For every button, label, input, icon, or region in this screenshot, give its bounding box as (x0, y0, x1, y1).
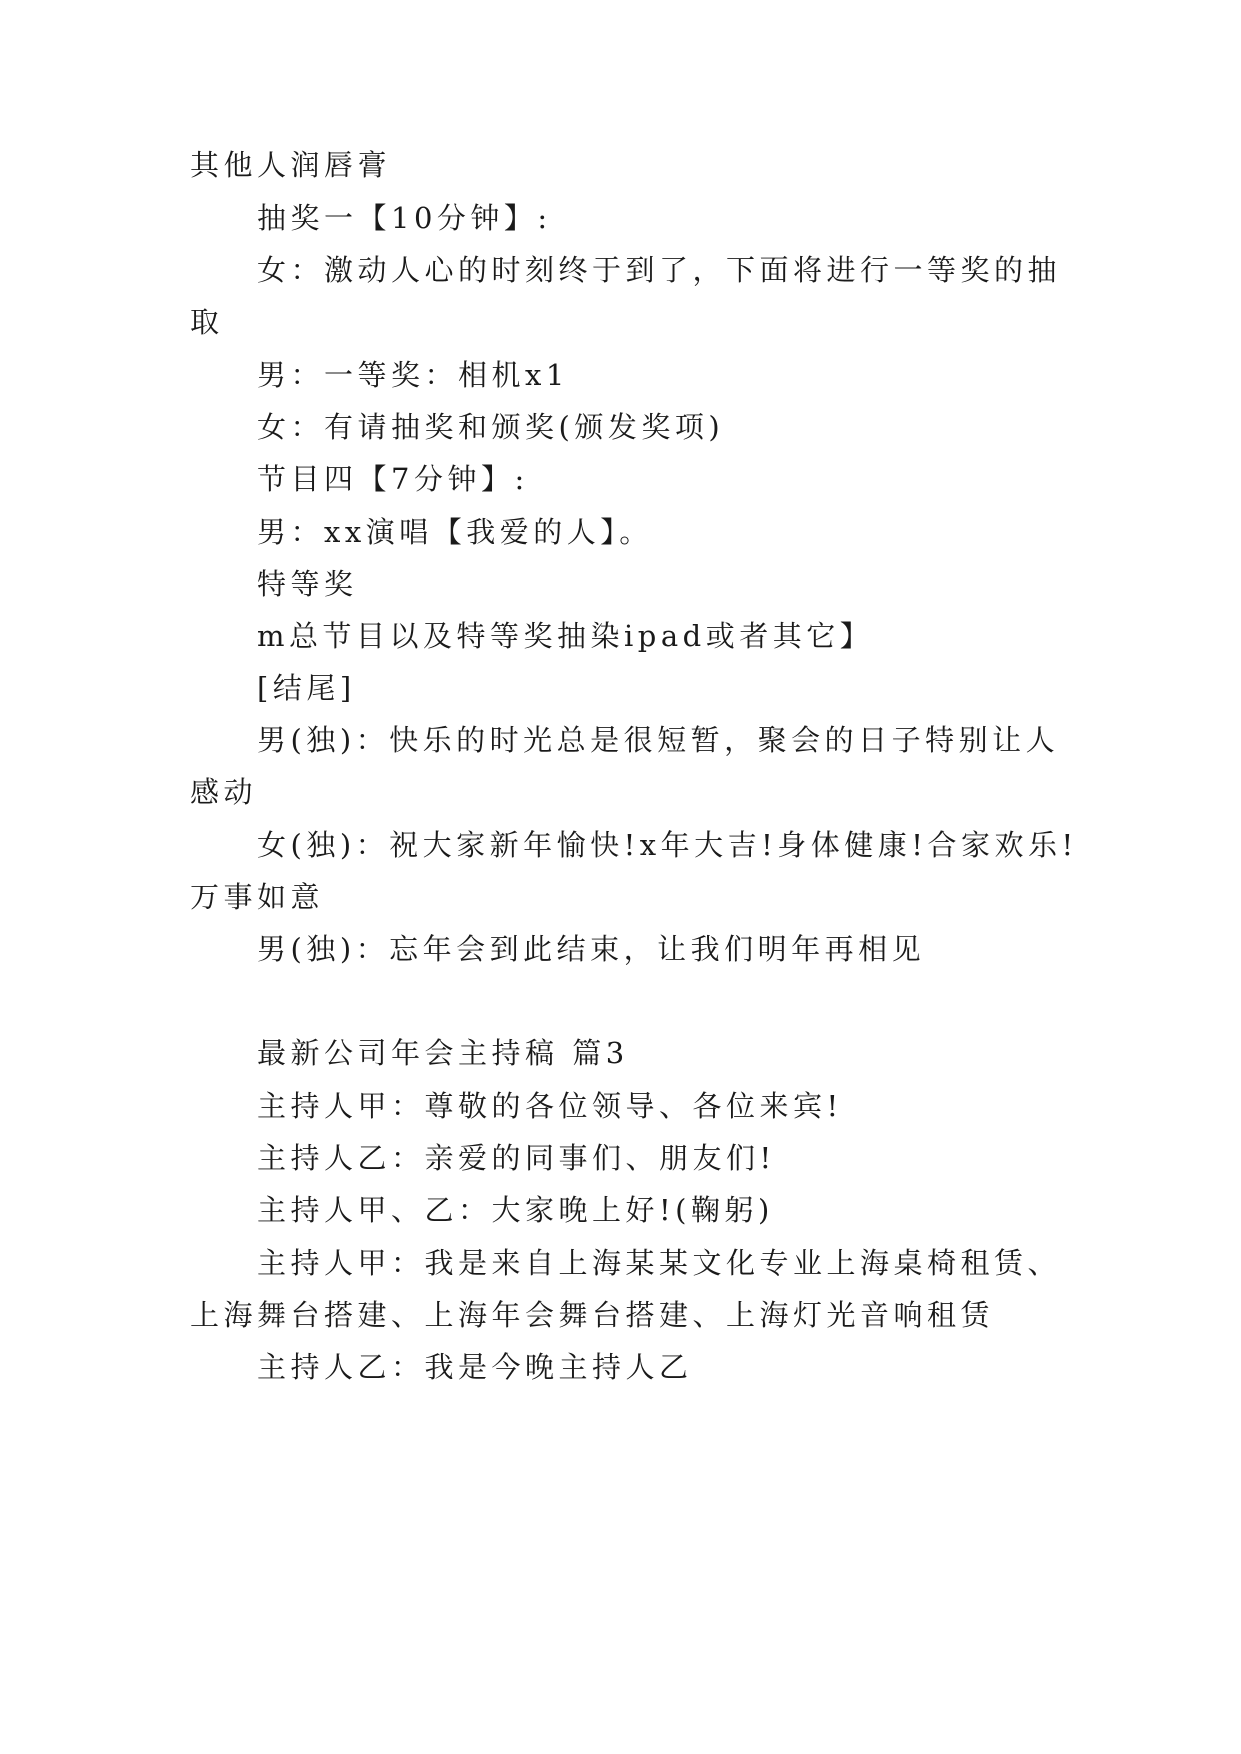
text-line: 其他人润唇膏 (190, 148, 392, 182)
text-line: 取 (190, 305, 224, 339)
text-line: 万事如意 (190, 880, 325, 914)
text-line: 主持人甲：我是来自上海某某文化专业上海桌椅租赁、 (257, 1246, 1062, 1280)
text-line: 感动 (190, 775, 258, 809)
text-line: m总节目以及特等奖抽染ipad或者其它】 (257, 619, 874, 653)
text-line: 特等奖 (257, 567, 358, 601)
text-line: 上海舞台搭建、上海年会舞台搭建、上海灯光音响租赁 (190, 1298, 995, 1332)
text-line: 主持人乙：亲爱的同事们、朋友们! (257, 1141, 776, 1175)
text-line: 主持人甲：尊敬的各位领导、各位来宾! (257, 1089, 843, 1123)
text-line: 女：有请抽奖和颁奖(颁发奖项) (257, 410, 725, 444)
text-line: 男：一等奖：相机x1 (257, 358, 569, 392)
text-line: 女：激动人心的时刻终于到了，下面将进行一等奖的抽 (257, 253, 1062, 287)
text-line: 主持人甲、乙：大家晚上好!(鞠躬) (257, 1193, 774, 1227)
text-line: 男：xx演唱【我爱的人】。 (257, 515, 653, 549)
text-line: 男(独)：忘年会到此结束，让我们明年再相见 (257, 932, 926, 966)
text-line: 最新公司年会主持稿 篇3 (257, 1036, 629, 1070)
text-line: 男(独)：快乐的时光总是很短暂，聚会的日子特别让人 (257, 723, 1060, 757)
text-line: 抽奖一【10分钟】: (257, 201, 552, 235)
text-line: 节目四【7分钟】: (257, 462, 529, 496)
text-line: 女(独)：祝大家新年愉快!x年大吉!身体健康!合家欢乐! (257, 828, 1078, 862)
text-line: [结尾] (257, 671, 356, 705)
text-line: 主持人乙：我是今晚主持人乙 (257, 1350, 693, 1384)
